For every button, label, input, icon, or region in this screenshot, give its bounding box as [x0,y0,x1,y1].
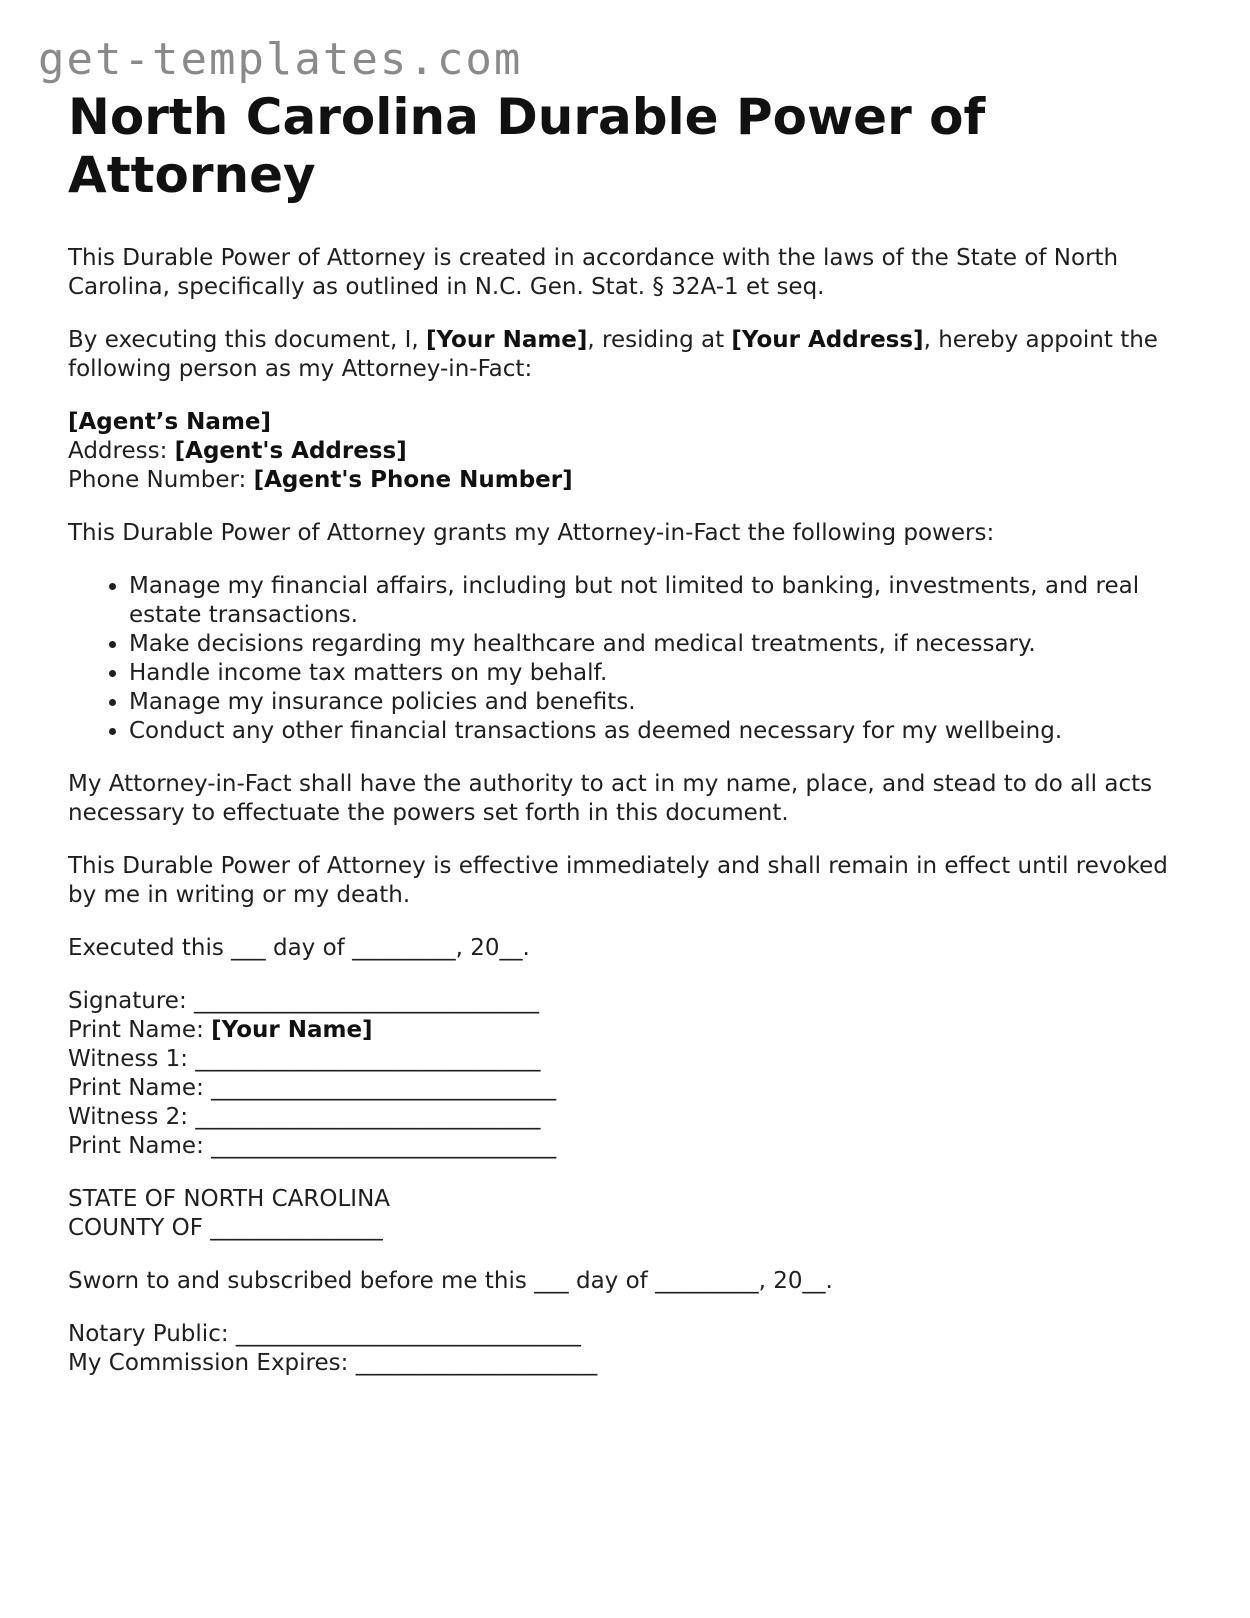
list-item: • Manage my insurance policies and benefits. [129,688,1188,717]
executed-line: Executed this ___ day of _________, 20__. [68,935,530,961]
agent-phone-placeholder: [Agent's Phone Number] [253,467,573,493]
agent-address-line [68,437,1188,466]
notary-public-line: Notary Public: ______________________________ [68,1321,581,1347]
list-item: • Handle income tax matters on my behalf. [129,659,1188,688]
list-item: • Manage my financial affairs, including but not limited to banking, investments, and real estate transactions. [129,572,1188,630]
powers-intro: This Durable Power of Attorney grants my Attorney-in-Fact the following powers: [68,520,995,546]
appointment-text-2: , residing at [587,327,732,353]
witness-1-print-line: Print Name: ______________________________ [68,1075,557,1101]
agent-address-placeholder: [Agent's Address] [174,438,407,464]
your-address-placeholder: [Your Address] [731,327,924,353]
witness-2-line: Witness 2: ______________________________ [68,1104,541,1130]
agent-address-label: Address: [68,438,175,464]
signature-line: Signature: ______________________________ [68,988,540,1014]
document-body [68,88,1188,1402]
appointment-text-1: By executing this document, I, [68,327,426,353]
notary-block [68,1320,1188,1378]
agent-name-line [68,408,1188,437]
witness-1-line: Witness 1: ______________________________ [68,1046,541,1072]
agent-info [68,408,1188,495]
county-line: COUNTY OF _______________ [68,1215,383,1241]
appointment-text-3: , hereby appoint the following person as my Attorney-in-Fact: [68,327,1158,382]
list-item: • Make decisions regarding my healthcare and medical treatments, if necessary. [129,630,1188,659]
intro-paragraph: This Durable Power of Attorney is created in accordance with the laws of the State of North Carolina, specifically as outlined in N.C. Gen. Stat. § 32A-1 et seq. [68,245,1119,300]
signature-block [68,987,1188,1161]
watermark: get-templates.com [38,34,523,85]
agent-name-placeholder: [Agent’s Name] [68,409,272,435]
agent-phone-label: Phone Number: [68,467,254,493]
page-title: North Carolina Durable Power of Attorney [68,88,986,204]
effective-paragraph: This Durable Power of Attorney is effective immediately and shall remain in effect until revoked by me in writing or my death. [68,853,1168,908]
your-name-placeholder: [Your Name] [425,327,588,353]
agent-phone-line [68,466,1188,495]
print-name-line [68,1016,1188,1045]
powers-list [68,572,1188,746]
list-item: • Conduct any other financial transactions as deemed necessary for my wellbeing. [129,717,1188,746]
appointment-paragraph [68,326,1188,384]
state-line: STATE OF NORTH CAROLINA [68,1186,391,1212]
print-name-label: Print Name: [68,1017,212,1043]
notary-venue [68,1185,1188,1243]
commission-expires-line: My Commission Expires: _____________________ [68,1350,598,1376]
authority-paragraph: My Attorney-in-Fact shall have the authority to act in my name, place, and stead to do all acts necessary to effectuate the powers set forth in this document. [68,771,1153,826]
print-name-placeholder: [Your Name] [211,1017,373,1043]
witness-2-print-line: Print Name: ______________________________ [68,1133,557,1159]
sworn-line: Sworn to and subscribed before me this ___ day of _________, 20__. [68,1268,833,1294]
